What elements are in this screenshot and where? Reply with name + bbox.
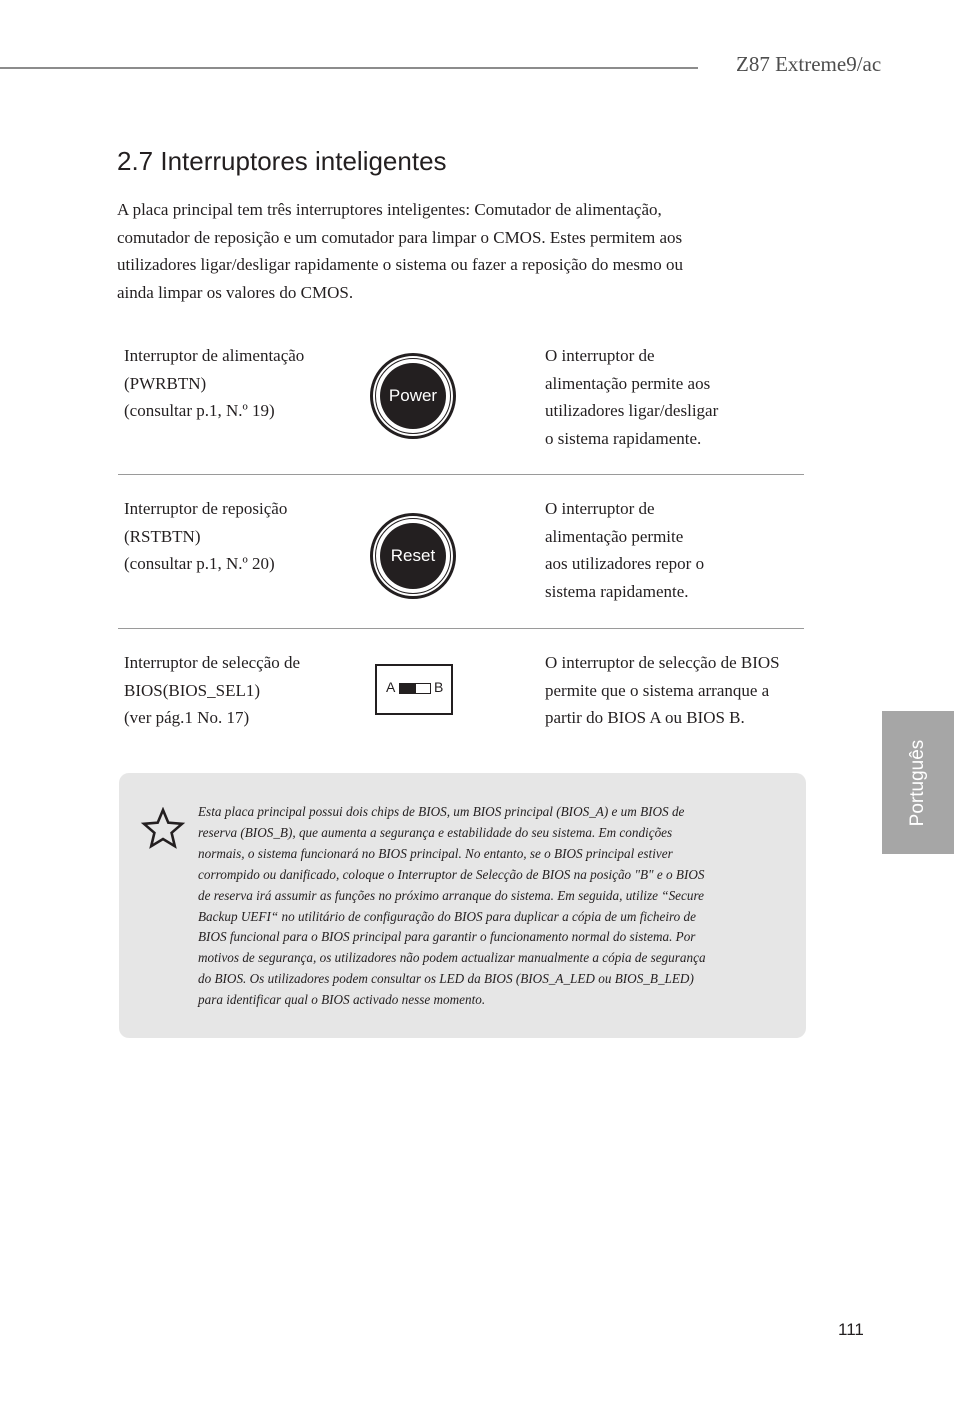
note-line: Backup UEFI“ no utilitário de configuração do BIOS para duplicar a cópia de um ficheiro de bbox=[198, 908, 696, 924]
row-divider bbox=[118, 628, 804, 629]
desc-line: alimentação permite bbox=[545, 526, 684, 546]
desc-line: O interruptor de bbox=[545, 499, 655, 518]
language-label: Português bbox=[907, 739, 928, 826]
label-line: Interruptor de reposição bbox=[124, 499, 288, 518]
note-line: de reserva irá assumir as funções no próximo arranque do sistema. Em seguida, utilize “Secure bbox=[198, 887, 704, 903]
note-line: normais, o sistema funcionará no BIOS principal. No entanto, se o BIOS principal estiver bbox=[198, 845, 673, 861]
reset-button-illustration bbox=[370, 513, 456, 599]
power-button-face: Power bbox=[380, 363, 446, 429]
row-divider bbox=[118, 474, 804, 475]
reset-switch-label bbox=[124, 495, 287, 578]
note-line: corrompido ou danificado, coloque o Interruptor de Selecção de BIOS na posição "B" e o BIOS bbox=[198, 866, 705, 882]
reset-switch-description bbox=[545, 495, 704, 606]
note-line: do BIOS. Os utilizadores podem consultar os LED da BIOS (BIOS_A_LED ou BIOS_B_LED) bbox=[198, 971, 694, 987]
header-rule bbox=[0, 67, 698, 69]
power-button-illustration bbox=[370, 353, 456, 439]
note-line: motivos de segurança, os utilizadores não podem actualizar manualmente a cópia de segurança bbox=[198, 950, 706, 966]
section-title: 2.7 Interruptores inteligentes bbox=[117, 146, 447, 176]
power-switch-description bbox=[545, 342, 718, 453]
note-box bbox=[119, 773, 806, 1038]
intro-line: comutador de reposição e um comutador para limpar o CMOS. Estes permitem aos bbox=[117, 227, 683, 247]
desc-line: O interruptor de selecção de BIOS bbox=[545, 653, 780, 672]
switch-track bbox=[399, 683, 431, 694]
language-side-tab bbox=[882, 711, 954, 854]
product-model: Z87 Extreme9/ac bbox=[736, 52, 882, 76]
label-line: (RSTBTN) bbox=[124, 526, 201, 546]
reset-button-face: Reset bbox=[380, 523, 446, 589]
bios-switch-description bbox=[545, 649, 780, 732]
note-line: BIOS funcional para o BIOS principal para garantir o funcionamento normal do sistema. Por bbox=[198, 929, 696, 945]
desc-line: partir do BIOS A ou BIOS B. bbox=[545, 708, 745, 728]
label-line: (PWRBTN) bbox=[124, 373, 207, 393]
star-icon bbox=[140, 807, 186, 854]
desc-line: sistema rapidamente. bbox=[545, 582, 689, 602]
intro-paragraph bbox=[117, 196, 757, 306]
page-number: 111 bbox=[838, 1320, 864, 1339]
intro-line: A placa principal tem três interruptores inteligentes: Comutador de alimentação, bbox=[117, 200, 662, 219]
label-line: (ver pág.1 No. 17) bbox=[124, 708, 250, 728]
note-text bbox=[198, 802, 768, 1011]
label-line: (consultar p.1, N.º 20) bbox=[124, 554, 275, 574]
bios-select-switch-illustration bbox=[375, 664, 453, 715]
desc-line: utilizadores ligar/desligar bbox=[545, 401, 719, 421]
label-line: BIOS(BIOS_SEL1) bbox=[124, 680, 261, 700]
desc-line: aos utilizadores repor o bbox=[545, 554, 705, 574]
label-line: Interruptor de selecção de bbox=[124, 653, 301, 672]
bios-a-label: A bbox=[386, 679, 396, 695]
desc-line: o sistema rapidamente. bbox=[545, 429, 702, 449]
bios-b-label: B bbox=[434, 679, 444, 695]
desc-line: O interruptor de bbox=[545, 346, 655, 365]
label-line: (consultar p.1, N.º 19) bbox=[124, 401, 275, 421]
intro-line: ainda limpar os valores do CMOS. bbox=[117, 282, 354, 302]
bios-switch-label bbox=[124, 649, 300, 732]
power-switch-label bbox=[124, 342, 304, 425]
switch-knob bbox=[400, 684, 416, 693]
note-line: reserva (BIOS_B), que aumenta a segurança e estabilidade do seu sistema. Em condições bbox=[198, 824, 673, 840]
note-line: para identificar qual o BIOS activado nesse momento. bbox=[198, 992, 486, 1008]
note-line: Esta placa principal possui dois chips de BIOS, um BIOS principal (BIOS_A) e um BIOS de bbox=[198, 804, 685, 819]
desc-line: alimentação permite aos bbox=[545, 373, 711, 393]
label-line: Interruptor de alimentação bbox=[124, 346, 305, 365]
desc-line: permite que o sistema arranque a bbox=[545, 680, 770, 700]
intro-line: utilizadores ligar/desligar rapidamente o sistema ou fazer a reposição do mesmo ou bbox=[117, 255, 683, 274]
